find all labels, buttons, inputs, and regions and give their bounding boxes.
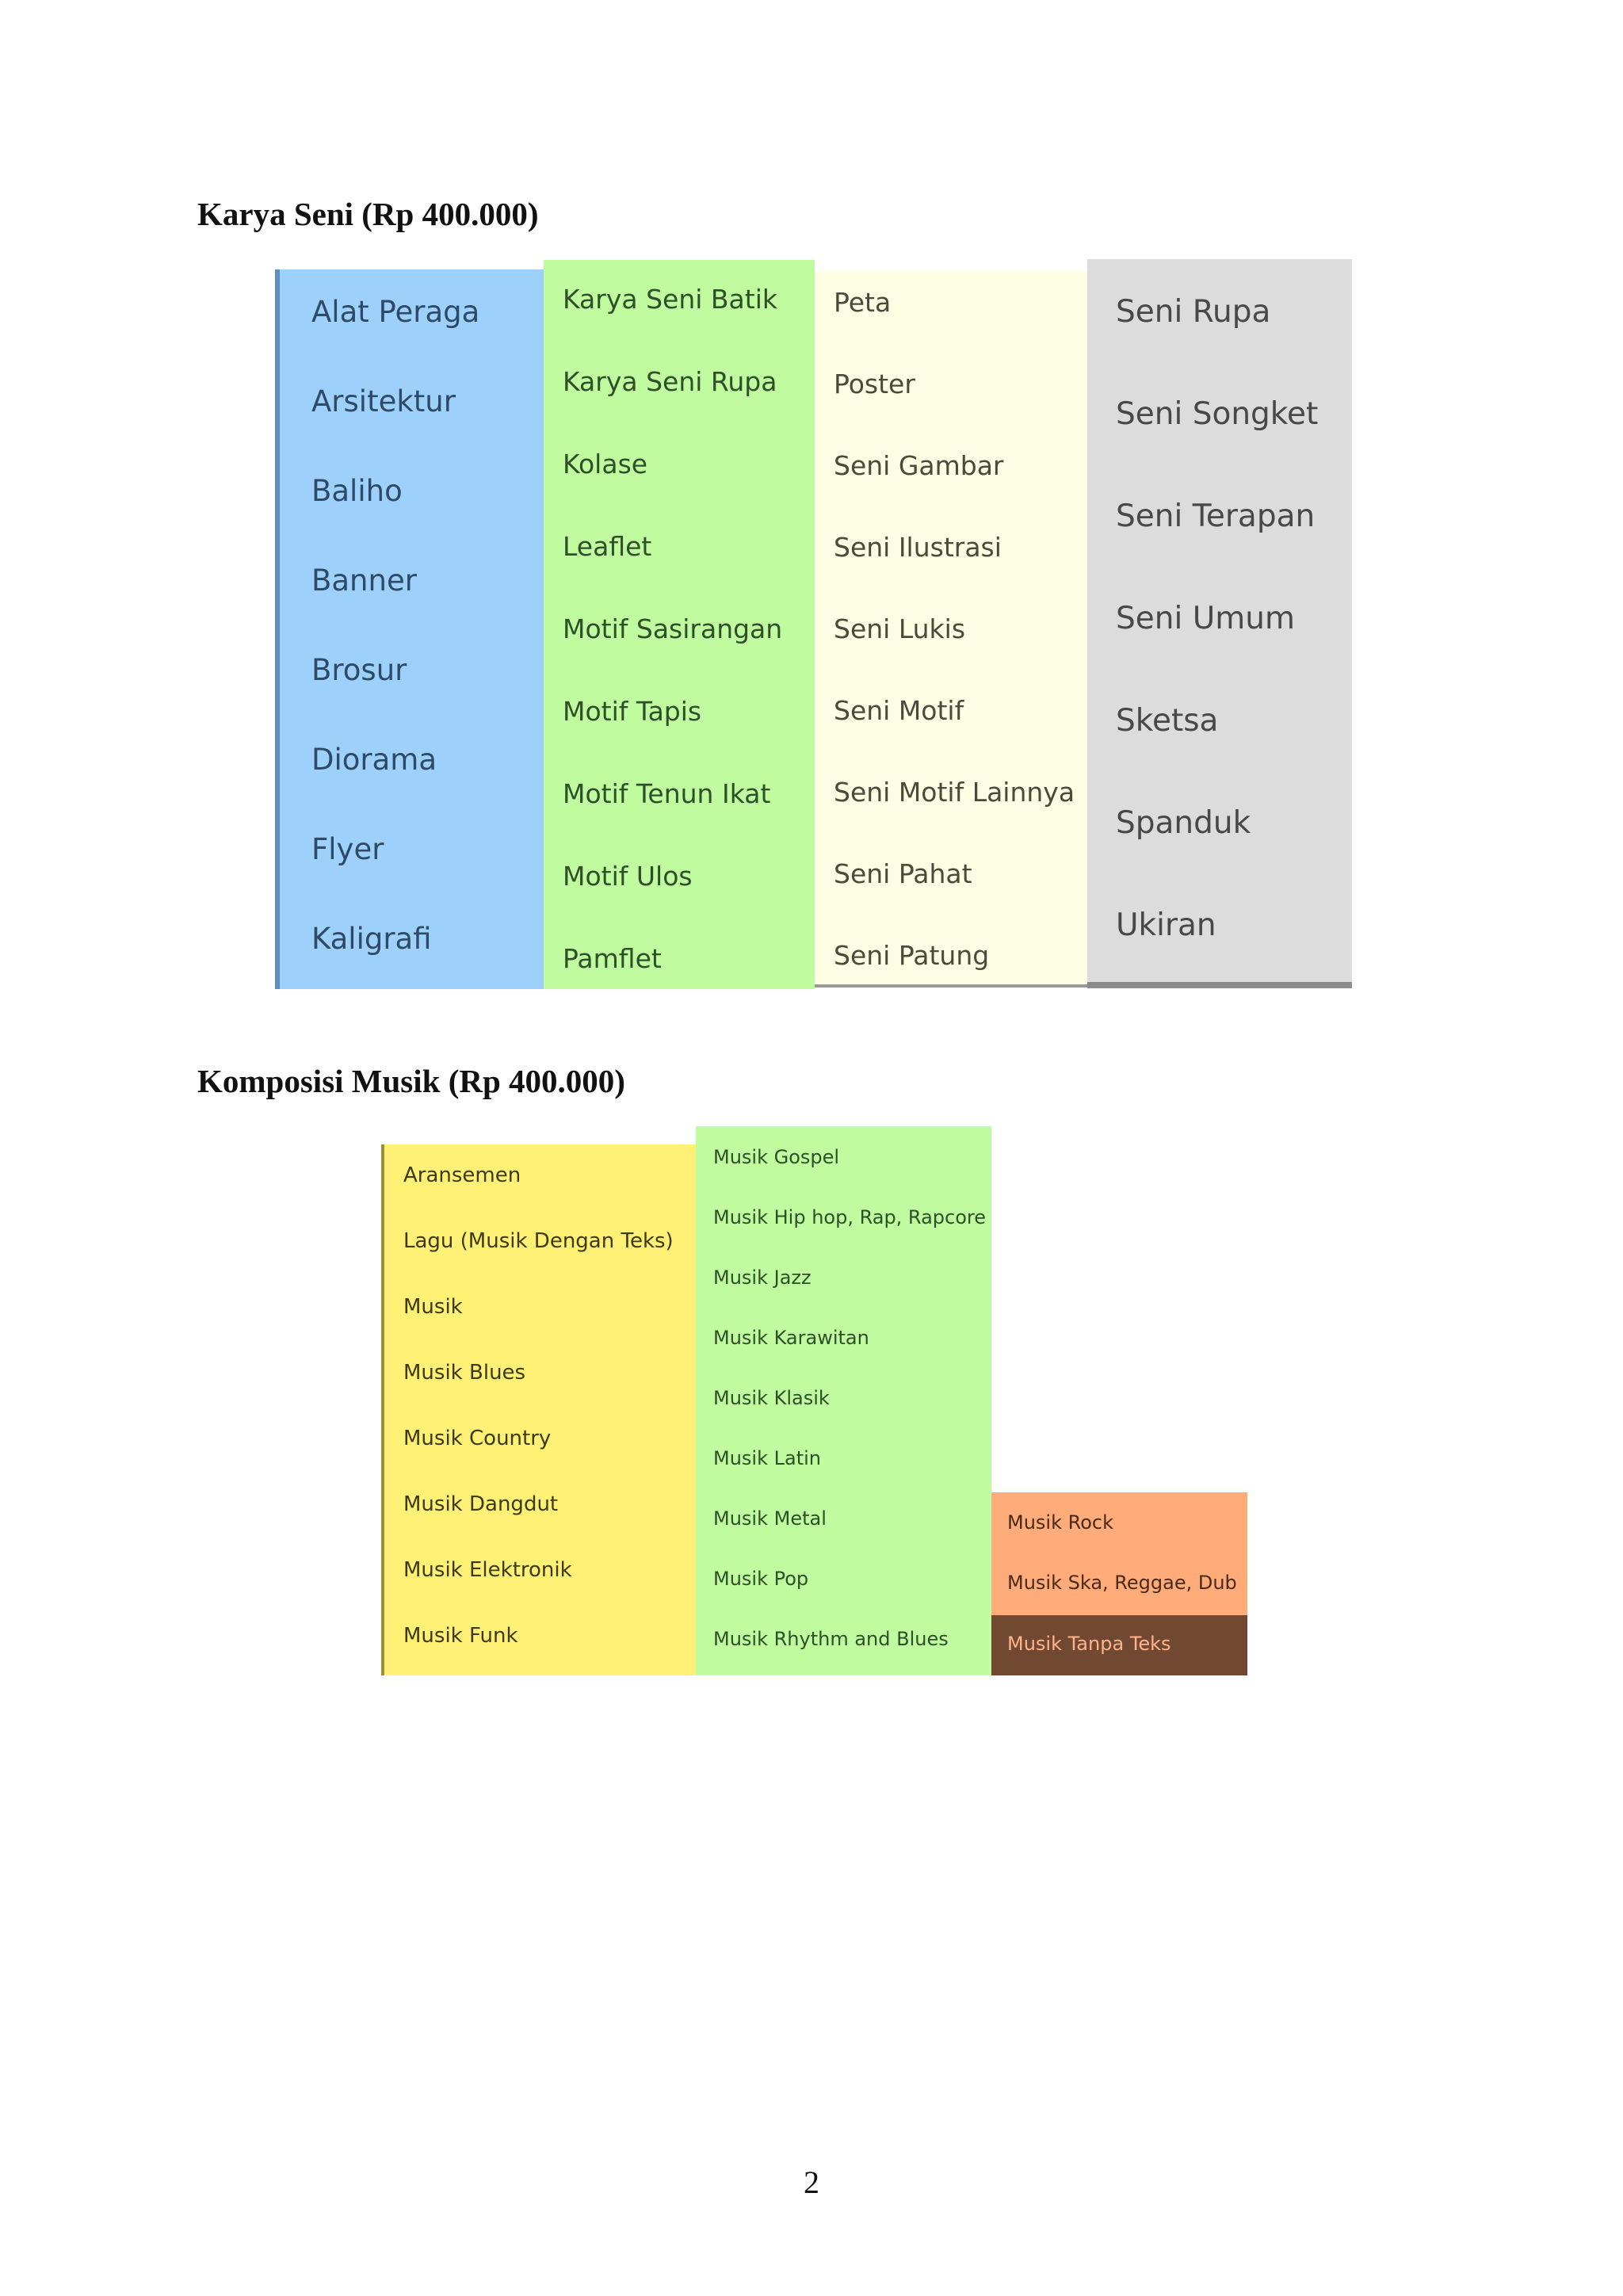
list-item: Seni Ilustrasi: [834, 532, 1002, 563]
list-item: Aransemen: [403, 1163, 521, 1187]
list-item: Musik Rhythm and Blues: [713, 1628, 949, 1650]
list-item: Seni Umum: [1116, 601, 1295, 636]
karya-seni-column-3: [815, 271, 1087, 988]
list-item: Seni Terapan: [1116, 499, 1316, 534]
komposisi-musik-column-1: [381, 1144, 696, 1675]
list-item: Spanduk: [1116, 805, 1251, 841]
karya-seni-column-1: [275, 269, 544, 989]
list-item: Seni Motif Lainnya: [834, 777, 1075, 808]
list-item: Diorama: [311, 743, 437, 777]
list-item: Musik Latin: [713, 1447, 821, 1469]
list-item: Musik Ska, Reggae, Dub: [1007, 1572, 1237, 1594]
komposisi-musik-column-2: [696, 1126, 991, 1675]
list-item: Motif Ulos: [563, 861, 693, 892]
list-item: Kaligrafi: [311, 922, 432, 956]
list-item: Motif Tenun Ikat: [563, 778, 771, 809]
list-item: Karya Seni Batik: [563, 284, 777, 315]
list-item: Musik Karawitan: [713, 1327, 869, 1349]
list-item: Motif Sasirangan: [563, 613, 783, 644]
list-item: Musik Jazz: [713, 1266, 812, 1289]
list-item: Motif Tapis: [563, 696, 702, 727]
list-item: Arsitektur: [311, 384, 456, 418]
list-item: Musik Tanpa Teks: [1007, 1633, 1171, 1655]
list-item: Seni Motif: [834, 695, 964, 726]
list-item: Musik Hip hop, Rap, Rapcore: [713, 1206, 987, 1228]
list-item: Poster: [834, 369, 915, 399]
list-item: Ukiran: [1116, 907, 1216, 943]
list-item: Baliho: [311, 474, 403, 508]
page-number: 2: [804, 2164, 819, 2200]
karya-seni-column-4: [1087, 259, 1352, 988]
list-item: Musik Klasik: [713, 1387, 830, 1409]
list-item: Karya Seni Rupa: [563, 366, 777, 397]
list-item: Flyer: [311, 832, 384, 866]
komposisi-musik-column-4: [991, 1615, 1247, 1675]
list-item: Brosur: [311, 653, 407, 687]
list-item: Lagu (Musik Dengan Teks): [403, 1229, 674, 1253]
list-item: Musik Dangdut: [403, 1492, 559, 1516]
list-item: Musik: [403, 1295, 463, 1319]
list-item: Musik Blues: [403, 1361, 526, 1385]
list-item: Musik Pop: [713, 1568, 809, 1590]
list-item: Leaflet: [563, 531, 652, 562]
list-item: Banner: [311, 563, 417, 598]
list-item: Seni Songket: [1116, 396, 1319, 432]
list-item: Musik Gospel: [713, 1146, 840, 1168]
list-item: Seni Gambar: [834, 450, 1004, 481]
list-item: Seni Patung: [834, 940, 990, 971]
list-item: Musik Funk: [403, 1624, 518, 1648]
list-item: Pamflet: [563, 943, 662, 974]
list-item: Kolase: [563, 449, 648, 479]
komposisi-musik-heading: Komposisi Musik (Rp 400.000): [197, 1063, 625, 1099]
list-item: Musik Rock: [1007, 1511, 1113, 1534]
karya-seni-heading: Karya Seni (Rp 400.000): [197, 196, 539, 232]
list-item: Seni Lukis: [834, 613, 966, 644]
karya-seni-column-2: [544, 260, 815, 989]
list-item: Musik Metal: [713, 1507, 827, 1530]
list-item: Musik Elektronik: [403, 1558, 572, 1582]
list-item: Seni Pahat: [834, 858, 972, 889]
list-item: Musik Country: [403, 1427, 552, 1450]
list-item: Sketsa: [1116, 703, 1219, 739]
list-item: Peta: [834, 287, 892, 318]
list-item: Seni Rupa: [1116, 294, 1271, 330]
list-item: Alat Peraga: [311, 295, 480, 329]
komposisi-musik-column-3: [991, 1492, 1247, 1615]
